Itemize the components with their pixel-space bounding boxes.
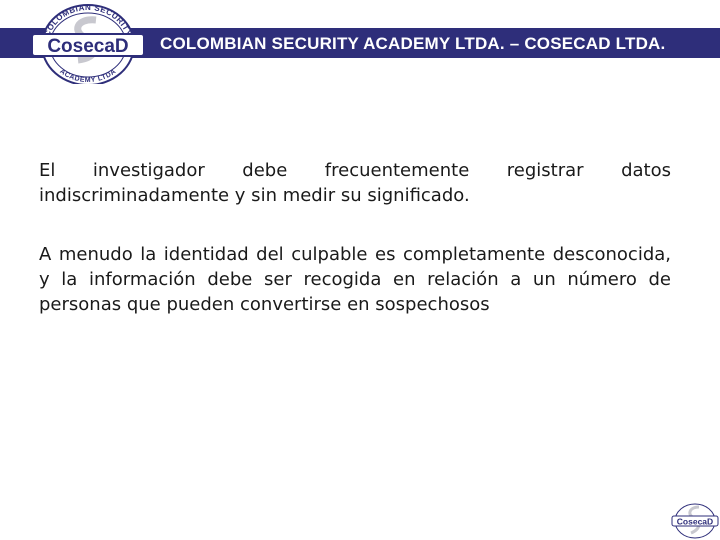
paragraph-2: A menudo la identidad del culpable es completamente desconocida, y la información debe ser recogida en relación a un número de personas que pueden convertirse en sospechosos: [39, 244, 671, 315]
page-title: COLOMBIAN SECURITY ACADEMY LTDA. – COSECAD LTDA.: [160, 34, 666, 53]
footer-logo-text: CosecaD: [676, 516, 714, 527]
logo-text: CosecaD: [47, 36, 129, 57]
footer-logo: [671, 503, 719, 539]
cosecad-logo: [26, 2, 150, 84]
paragraph-1: El investigador debe frecuentemente registrar datos indiscriminadamente y sin medir su significado.: [39, 160, 671, 206]
logo-ring-top-text: OLOMBIAN SECURIT: [45, 2, 131, 33]
logo-ring-bottom-text: ACADEMY LTDA: [58, 68, 118, 84]
